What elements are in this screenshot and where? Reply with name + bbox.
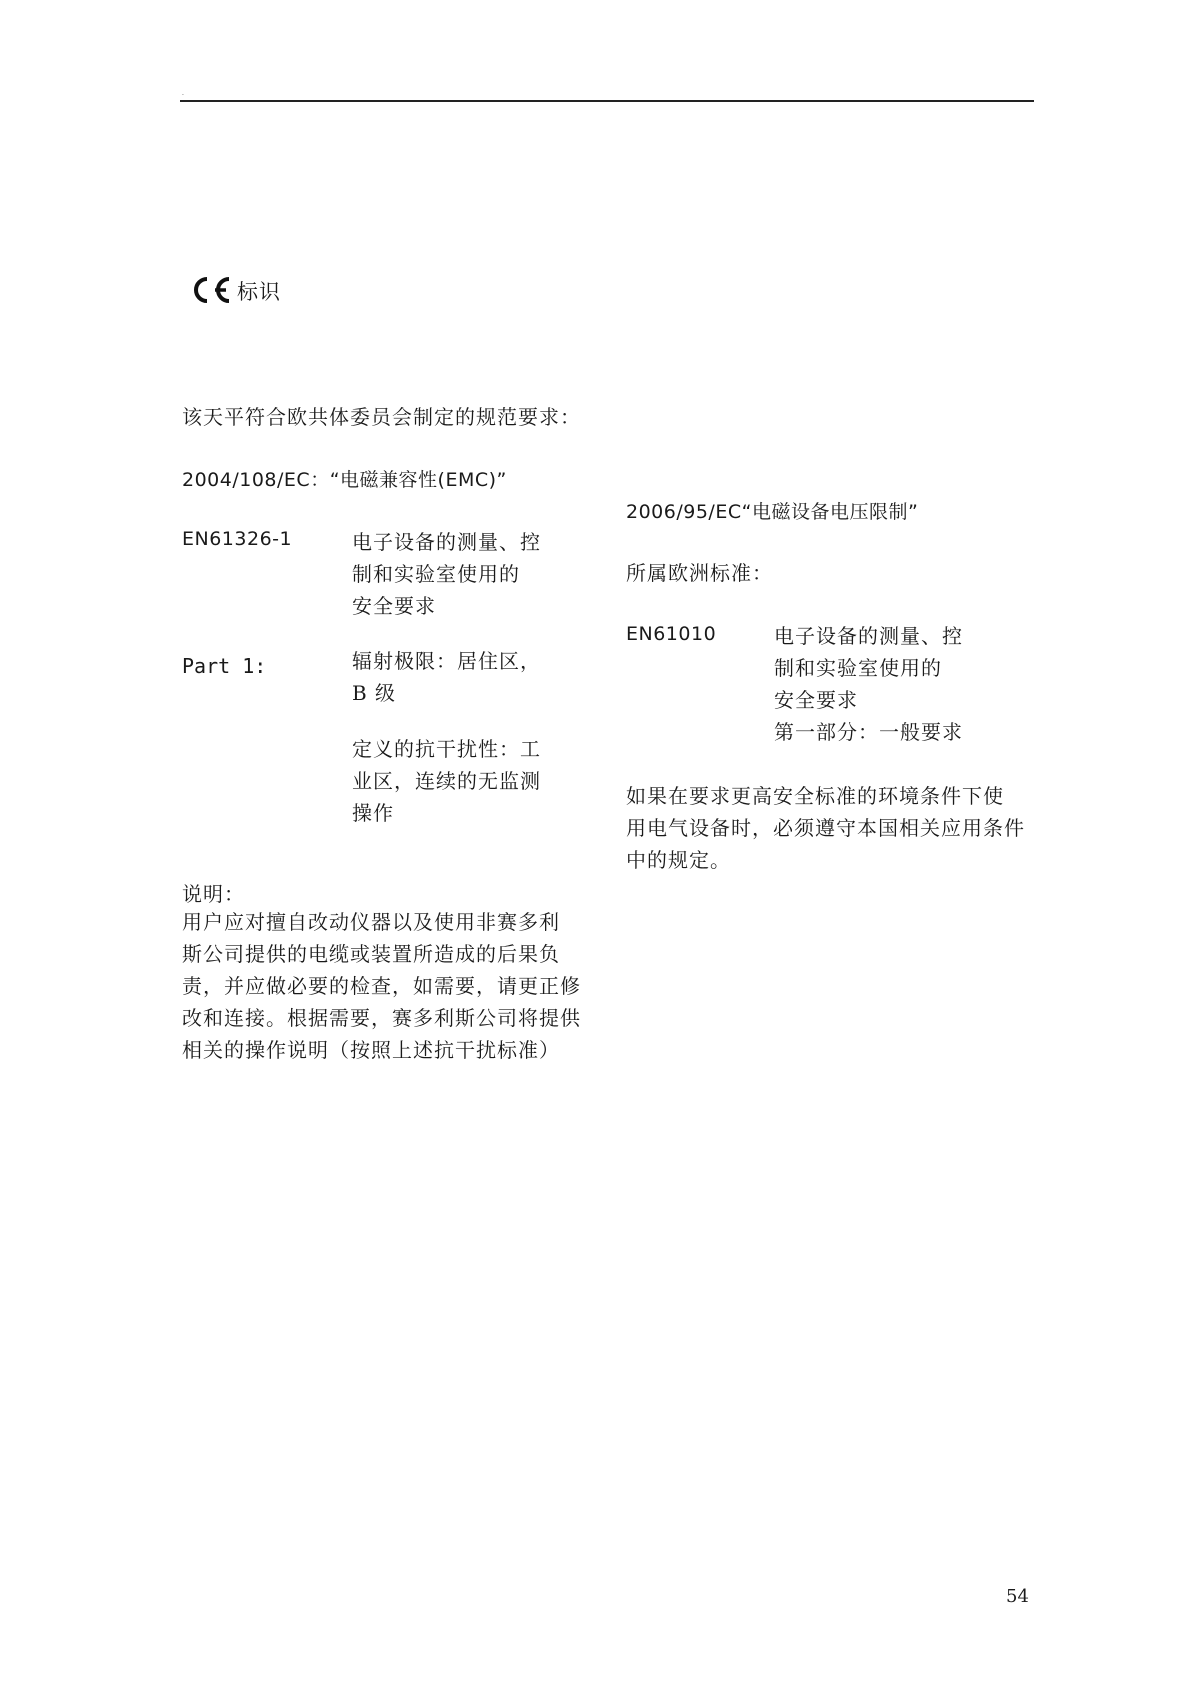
right-standard-code: EN61010 xyxy=(626,623,717,645)
right-directive-heading: 2006/95/EC“电磁设备电压限制” xyxy=(626,501,919,523)
ce-logo-icon xyxy=(188,275,232,305)
left-part-desc-1: 辐射极限：居住区， B 级 xyxy=(352,649,541,705)
right-belongs-label: 所属欧洲标准： xyxy=(626,561,773,585)
note-text: 用户应对擅自改动仪器以及使用非赛多利 斯公司提供的电缆或装置所造成的后果负 责，并应做必要的检查，如需要，请更正修 改和连接。根据需要，赛多利斯公司将提供 相关的操作说明（按照上述抗干扰标准） xyxy=(182,910,581,1062)
note-label: 说明： xyxy=(182,882,245,906)
left-standard-code: EN61326-1 xyxy=(182,528,293,550)
left-part-label: Part 1: xyxy=(182,654,267,678)
right-standard-desc: 电子设备的测量、控 制和实验室使用的 安全要求 第一部分：一般要求 xyxy=(774,624,963,744)
intro-text: 该天平符合欧共体委员会制定的规范要求： xyxy=(182,405,581,429)
header-rule xyxy=(180,100,1034,102)
section-title: 标识 xyxy=(237,280,281,304)
left-standard-desc: 电子设备的测量、控 制和实验室使用的 安全要求 xyxy=(352,530,541,618)
left-directive-heading: 2004/108/EC：“电磁兼容性(EMC)” xyxy=(182,469,507,491)
header-mark: . xyxy=(182,90,184,97)
right-note-text: 如果在要求更高安全标准的环境条件下使 用电气设备时，必须遵守本国相关应用条件 中的规定。 xyxy=(626,784,1025,872)
page-number: 54 xyxy=(1006,1586,1029,1607)
left-part-desc-2: 定义的抗干扰性：工 业区，连续的无监测 操作 xyxy=(352,737,541,825)
ce-logo xyxy=(188,275,232,305)
